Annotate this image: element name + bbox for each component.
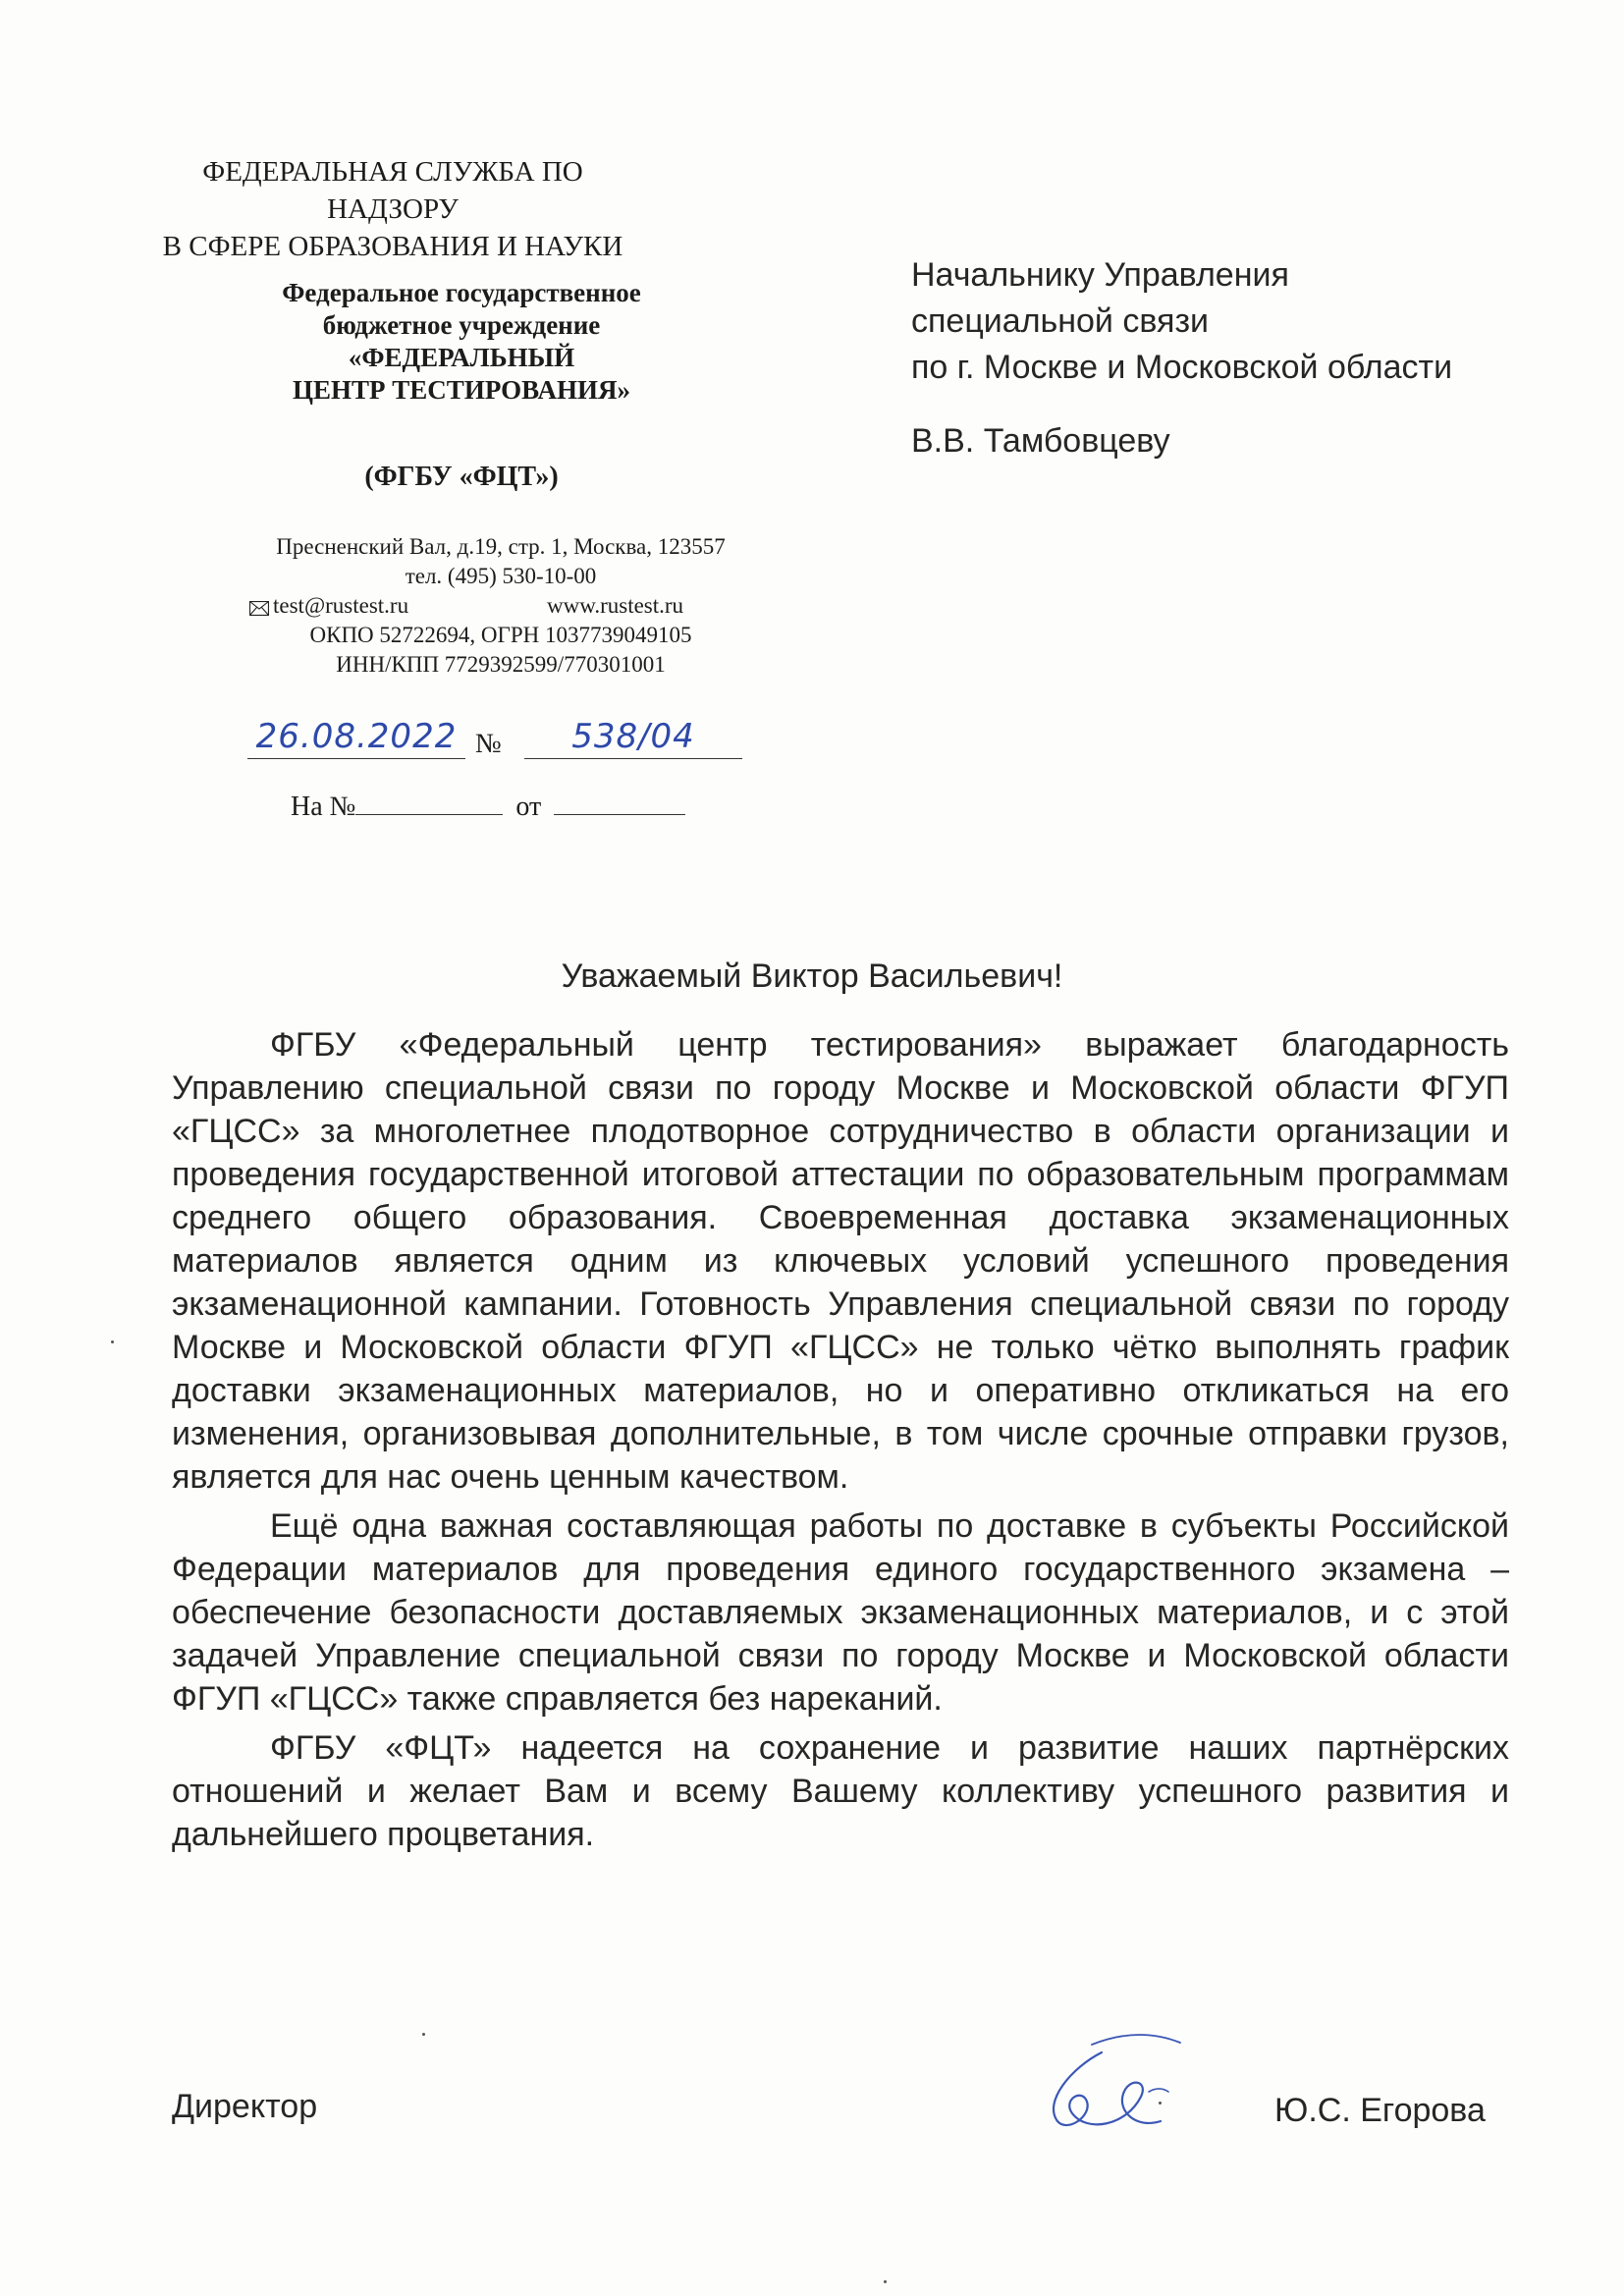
paragraph: Ещё одна важная составляющая работы по доставке в субъекты Российской Федерации материалов для проведения единого государственного экзамена – обеспечение безопасности доставляемых экзаменационных материалов, и с этой задачей Управление специальной связи по городу Москве и Московской области ФГУП «ГЦСС» также справляется без нареканий.: [172, 1507, 1509, 1718]
okpo-ogrn: ОКПО 52722694, ОГРН 1037739049105: [309, 623, 692, 647]
paragraph: ФГБУ «Федеральный центр тестирования» выражает благодарность Управлению специальной связи по городу Москве и Московской области ФГУП «ГЦСС» за многолетнее плодотворное сотрудничество в области организации и проведения государственной итоговой аттестации по образовательным программам среднего общего образования. Своевременная доставка экзаменационных материалов является одним из ключевых условий успешного проведения экзаменационной кампании. Готовность Управления специальной связи по городу Москве и Московской области ФГУП «ГЦСС» не только чётко выполнять график доставки экзаменационных материалов, но и оперативно откликаться на его изменения, организовывая дополнительные, в том числе срочные отправки грузов, является для нас очень ценным качеством.: [172, 1026, 1509, 1496]
email-website-row: [196, 591, 805, 621]
addressee-block: [911, 252, 1452, 465]
greeting: Уважаемый Виктор Васильевич!: [561, 957, 1063, 995]
letter-body: [172, 1023, 1509, 1862]
scan-speck: [1159, 2102, 1162, 2105]
reference-label: На №: [291, 792, 356, 822]
organization-name: [216, 277, 707, 407]
phone: тел. (495) 530-10-00: [405, 564, 597, 588]
email: test@rustest.ru: [273, 593, 409, 618]
registration-date: 26.08.2022: [247, 717, 465, 759]
org-line: Федеральное государственное: [282, 278, 641, 307]
website: www.rustest.ru: [547, 593, 684, 618]
registration-number: 538/04: [524, 717, 742, 759]
agency-line: ФЕДЕРАЛЬНАЯ СЛУЖБА ПО НАДЗОРУ: [202, 156, 583, 225]
scan-speck: [884, 2280, 887, 2283]
reference-number-blank: [355, 793, 503, 815]
addressee-line: по г. Москве и Московской области: [911, 349, 1453, 386]
signer-name: Ю.С. Егорова: [1274, 2092, 1486, 2129]
agency-line: В СФЕРЕ ОБРАЗОВАНИЯ И НАУКИ: [162, 231, 623, 262]
addressee-line: Начальнику Управления: [911, 256, 1289, 294]
org-line: ЦЕНТР ТЕСТИРОВАНИЯ»: [293, 375, 630, 405]
organization-abbreviation: (ФГБУ «ФЦТ»): [364, 462, 559, 492]
inn-kpp: ИНН/КПП 7729392599/770301001: [336, 652, 666, 677]
reference-line: [291, 792, 685, 823]
scan-speck: [111, 1340, 114, 1343]
scan-speck: [422, 2033, 425, 2036]
org-line: бюджетное учреждение: [322, 310, 601, 340]
address: Пресненский Вал, д.19, стр. 1, Москва, 123557: [276, 534, 726, 559]
signer-role: Директор: [172, 2088, 318, 2125]
addressee-name: В.В. Тамбовцеву: [911, 422, 1170, 460]
agency-name: [147, 153, 638, 265]
number-sign: №: [475, 729, 502, 759]
handwritten-signature: [1033, 2023, 1210, 2156]
reference-from-label: от: [515, 792, 542, 822]
reference-date-blank: [554, 793, 685, 815]
envelope-icon: [249, 594, 269, 624]
org-line: «ФЕДЕРАЛЬНЫЙ: [348, 343, 575, 372]
contact-block: [196, 532, 805, 680]
addressee-line: специальной связи: [911, 302, 1210, 340]
paragraph: ФГБУ «ФЦТ» надеется на сохранение и развитие наших партнёрских отношений и желает Вам и всему Вашему коллективу успешного развития и дальнейшего процветания.: [172, 1729, 1509, 1853]
